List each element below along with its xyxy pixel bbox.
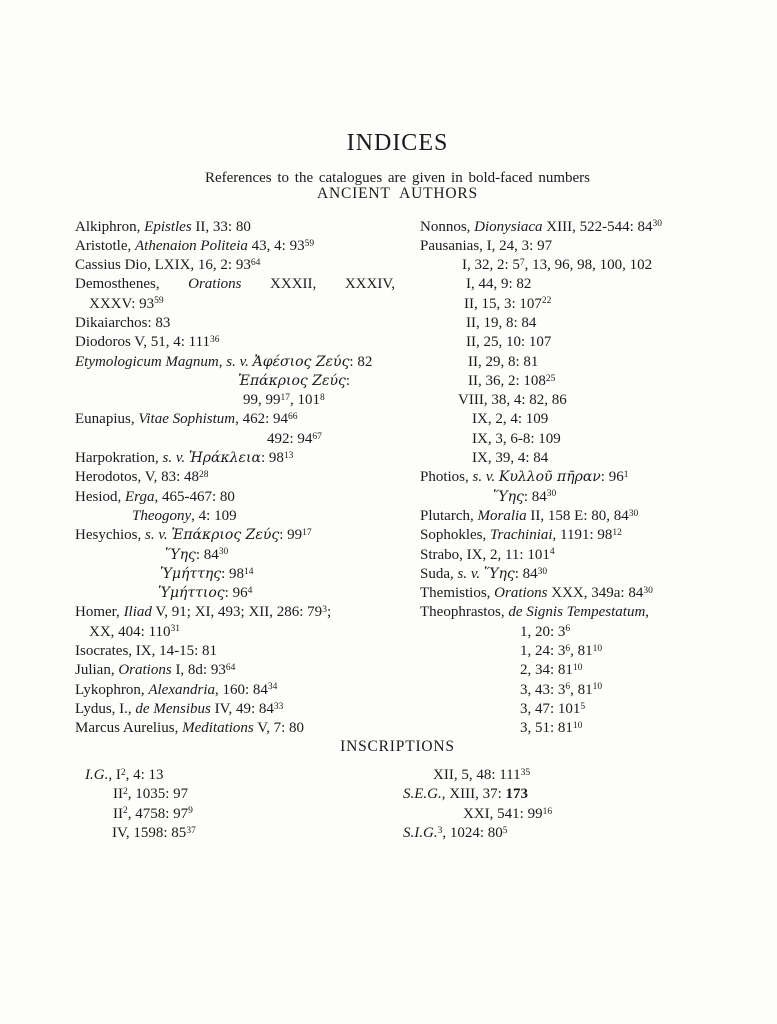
- index-entry-line: [420, 256, 720, 275]
- index-entry-line: [420, 623, 720, 642]
- entry-text: s. v.: [472, 469, 496, 486]
- entry-text: , 1191: 98: [552, 527, 613, 544]
- entry-text: Moralia: [477, 507, 527, 524]
- entry-text: , 4: 109: [191, 507, 237, 524]
- entry-text: 30: [652, 219, 662, 230]
- entry-text: , 1024: 80: [442, 825, 503, 842]
- entry-text: , XIII, 37:: [441, 786, 506, 803]
- entry-text: 10: [592, 682, 603, 693]
- ancient-authors-left-column: [75, 218, 395, 739]
- greek-text: Ὕης: [165, 546, 196, 563]
- entry-text: IX, 3, 6-8: 109: [472, 430, 561, 447]
- entry-text: II, 36, 2: 108: [468, 372, 546, 389]
- entry-text: :: [345, 372, 350, 389]
- index-entry-line: [75, 295, 395, 314]
- index-entry-line: [420, 237, 720, 256]
- entry-text: Theophrastos,: [420, 604, 509, 621]
- index-entry-line: [75, 719, 395, 738]
- entry-text: Hesiod,: [75, 488, 125, 505]
- greek-text: Ἡράκλεια: [188, 450, 261, 467]
- entry-text: Suda,: [420, 565, 458, 582]
- entry-text: 31: [170, 624, 181, 635]
- inscriptions-columns: [75, 766, 720, 844]
- index-entry-line: [420, 603, 720, 622]
- entry-text: ,: [218, 353, 227, 370]
- entry-text: 3, 43: 3: [520, 681, 566, 698]
- entry-text: , 160: 84: [215, 681, 268, 698]
- entry-text: ;: [326, 604, 332, 621]
- entry-text: : 98: [221, 565, 245, 582]
- index-entry-line: [75, 700, 395, 719]
- entry-text: Diodoros V, 51, 4: 111: [75, 334, 211, 351]
- greek-text: Ὑμήττιος: [158, 585, 225, 602]
- entry-text: 173: [505, 786, 528, 803]
- index-entry-line: [75, 275, 395, 294]
- entry-text: Erga: [125, 488, 155, 505]
- entry-text: IX, 2, 4: 109: [472, 411, 549, 428]
- greek-text: Ὕης: [483, 565, 515, 582]
- entry-text: I.G.: [85, 767, 109, 784]
- index-entry-line: [85, 785, 395, 804]
- entry-text: 2: [120, 767, 126, 778]
- entry-text: , 462: 94: [235, 411, 289, 428]
- index-entry-line: [75, 603, 395, 622]
- entry-text: XIII, 522-544: 84: [542, 218, 653, 235]
- entry-text: : 84: [523, 488, 547, 505]
- entry-text: Nonnos,: [420, 218, 475, 235]
- entry-text: Lydus, I.,: [75, 700, 136, 717]
- index-entry-line: [403, 824, 720, 843]
- index-entry-line: [420, 661, 720, 680]
- entry-text: II: [113, 786, 123, 803]
- entry-text: IX, 39, 4: 84: [472, 450, 549, 467]
- entry-text: : 96: [600, 469, 624, 486]
- entry-text: 9: [188, 806, 193, 817]
- entry-text: Isocrates, IX, 14-15: 81: [75, 643, 218, 660]
- entry-text: Vitae Sophistum: [138, 411, 236, 428]
- index-entry-line: [420, 719, 720, 738]
- entry-text: 3, 47: 101: [520, 700, 581, 717]
- entry-text: : 99: [279, 527, 303, 544]
- ancient-authors-right-column: [420, 218, 720, 739]
- page-title: INDICES: [346, 130, 449, 156]
- entry-text: Julian,: [75, 662, 119, 679]
- entry-text: 2: [123, 787, 128, 798]
- entry-text: II, 15, 3: 107: [464, 295, 542, 312]
- entry-text: 4: [549, 547, 555, 558]
- entry-text: 59: [304, 238, 315, 249]
- entry-text: 6: [565, 682, 571, 693]
- entry-text: XX, 404: 110: [89, 623, 171, 640]
- greek-text: Ἐπάκριος Ζεύς: [238, 372, 346, 389]
- entry-text: 14: [244, 566, 254, 577]
- entry-text: Epistles: [144, 218, 192, 235]
- entry-text: 13: [283, 450, 294, 461]
- entry-text: 17: [280, 392, 290, 403]
- section-heading-ancient-authors: ANCIENT AUTHORS: [317, 185, 478, 202]
- index-entry-line: [420, 488, 720, 507]
- index-entry-line: [85, 805, 395, 824]
- entry-text: 30: [546, 489, 557, 500]
- entry-text: 3: [437, 825, 443, 836]
- entry-text: ,: [645, 604, 650, 621]
- index-entry-line: [75, 661, 395, 680]
- entry-text: 492: 94: [267, 430, 313, 447]
- entry-text: Harpokration,: [75, 450, 163, 467]
- index-entry-line: [420, 700, 720, 719]
- entry-text: , 81: [570, 681, 593, 698]
- entry-text: S.I.G.: [403, 825, 438, 842]
- ancient-authors-columns: [75, 218, 720, 739]
- entry-text: de Mensibus: [135, 700, 211, 717]
- index-entry-line: [75, 449, 395, 468]
- entry-text: Pausanias, I, 24, 3: 97: [420, 237, 553, 254]
- entry-text: Iliad: [123, 604, 152, 621]
- entry-text: Sophokles,: [420, 527, 491, 544]
- subtitle: References to the catalogues are given in bold-faced numbers: [204, 170, 590, 186]
- entry-text: s. v.: [145, 527, 168, 544]
- index-entry-line: [403, 785, 720, 804]
- entry-text: 10: [572, 720, 583, 731]
- index-entry-line: [420, 391, 720, 410]
- entry-text: 34: [267, 682, 278, 693]
- entry-text: Hesychios,: [75, 527, 145, 544]
- entry-text: 25: [545, 373, 556, 384]
- index-entry-line: [420, 526, 720, 545]
- entry-text: IV, 1598: 85: [112, 824, 187, 841]
- entry-text: 12: [612, 527, 622, 538]
- entry-text: Meditations: [182, 720, 254, 737]
- entry-text: , 13, 96, 98, 100, 102: [524, 257, 653, 274]
- entry-text: Aristotle,: [75, 237, 135, 254]
- entry-text: Themistios,: [420, 585, 495, 602]
- entry-text: , 4: 13: [125, 767, 164, 784]
- entry-text: Photios,: [420, 469, 473, 486]
- entry-text: Alexandria: [148, 681, 215, 698]
- entry-text: 30: [643, 585, 653, 596]
- entry-text: 30: [218, 547, 229, 558]
- entry-text: XXI, 541: 99: [463, 805, 543, 822]
- entry-text: , I: [108, 767, 121, 784]
- entry-text: 3, 51: 81: [520, 720, 573, 737]
- index-entry-line: [75, 546, 395, 565]
- index-entry-line: [420, 468, 720, 487]
- entry-text: , 4758: 97: [127, 805, 189, 822]
- entry-text: 5: [580, 701, 586, 712]
- entry-text: Cassius Dio, LXIX, 16, 2: 93: [75, 257, 251, 274]
- entry-text: 16: [542, 806, 553, 817]
- entry-text: I, 8d: 93: [171, 662, 226, 679]
- entry-text: Etymologicum Magnum: [75, 353, 219, 370]
- entry-text: 10: [592, 643, 603, 654]
- entry-text: 66: [288, 412, 298, 423]
- index-entry-line: [420, 353, 720, 372]
- entry-text: 1, 20: 3: [520, 623, 566, 640]
- entry-text: 37: [186, 825, 196, 836]
- entry-text: 43, 4: 93: [247, 237, 305, 254]
- entry-text: 35: [520, 767, 531, 778]
- index-entry-line: [420, 218, 720, 237]
- entry-text: de Signis Tempestatum: [508, 604, 646, 621]
- index-entry-line: [420, 430, 720, 449]
- index-entry-line: [75, 488, 395, 507]
- entry-text: 10: [572, 663, 583, 674]
- entry-text: Theogony: [132, 507, 192, 524]
- index-entry-line: [75, 507, 395, 526]
- entry-text: Dikaiarchos: 83: [75, 314, 171, 331]
- index-entry-line: [75, 314, 395, 333]
- entry-text: S.E.G.: [403, 786, 442, 803]
- greek-text: Ἐπάκριος Ζεύς: [171, 527, 280, 544]
- entry-text: Alkiphron,: [75, 218, 145, 235]
- entry-text: 6: [565, 643, 571, 654]
- entry-text: , 101: [290, 392, 320, 409]
- index-entry-line: [75, 584, 395, 603]
- index-entry-line: [420, 372, 720, 391]
- index-entry-line: [75, 526, 395, 545]
- entry-text: , 81: [570, 643, 593, 660]
- entry-text: 64: [250, 257, 261, 268]
- entry-text: IV, 49: 84: [210, 700, 274, 717]
- index-entry-line: [75, 218, 395, 237]
- entry-text: 4: [247, 585, 253, 596]
- entry-text: V, 91; XI, 493; XII, 286: 79: [151, 604, 323, 621]
- greek-text: Ὑμήττης: [160, 565, 222, 582]
- index-entry-line: [75, 391, 395, 410]
- index-entry-line: [420, 546, 720, 565]
- entry-text: Orations: [188, 276, 242, 293]
- entry-text: s. v.: [162, 450, 186, 467]
- index-entry-line: [420, 314, 720, 333]
- index-entry-line: [420, 681, 720, 700]
- entry-text: II, 29, 8: 81: [468, 353, 539, 370]
- page-content: [75, 131, 720, 844]
- entry-text: 99, 99: [243, 392, 281, 409]
- entry-text: : 82: [349, 353, 373, 370]
- entry-text: 1: [623, 470, 629, 481]
- entry-text: Demosthenes,: [75, 276, 189, 293]
- index-entry-line: [75, 642, 395, 661]
- entry-text: , 465-467: 80: [154, 488, 235, 505]
- index-entry-line: [75, 468, 395, 487]
- entry-text: : 84: [514, 565, 538, 582]
- entry-text: 30: [537, 566, 548, 577]
- entry-text: 28: [199, 470, 209, 481]
- section-heading-inscriptions: INSCRIPTIONS: [340, 737, 455, 755]
- entry-text: 6: [565, 624, 571, 635]
- entry-text: II: [113, 805, 123, 822]
- index-entry-line: [420, 642, 720, 661]
- entry-text: : 98: [260, 450, 284, 467]
- index-entry-line: [75, 353, 395, 372]
- index-entry-line: [420, 295, 720, 314]
- entry-text: 22: [541, 296, 552, 307]
- entry-text: I, 44, 9: 82: [466, 276, 532, 293]
- index-entry-line: [420, 507, 720, 526]
- entry-text: : 96: [224, 585, 248, 602]
- index-entry-line: [75, 333, 395, 352]
- entry-text: XXXV: 93: [89, 295, 155, 312]
- greek-text: Ὕης: [493, 488, 524, 505]
- index-entry-line: [75, 430, 395, 449]
- inscriptions-right-column: [403, 766, 720, 844]
- entry-text: s. v.: [457, 565, 481, 582]
- entry-text: Marcus Aurelius,: [75, 720, 183, 737]
- entry-text: : 84: [195, 546, 219, 563]
- index-entry-line: [75, 256, 395, 275]
- entry-text: 30: [628, 508, 639, 519]
- entry-text: 3: [322, 605, 327, 616]
- entry-text: XII, 5, 48: 111: [433, 767, 521, 784]
- entry-text: II, 158 E: 80, 84: [526, 507, 629, 524]
- index-entry-line: [403, 805, 720, 824]
- entry-text: Dionysiaca: [474, 218, 543, 235]
- index-entry-line: [75, 623, 395, 642]
- inscriptions-left-column: [75, 766, 395, 843]
- index-entry-line: [420, 275, 720, 294]
- entry-text: 2: [123, 806, 128, 817]
- entry-text: 2, 34: 81: [520, 662, 573, 679]
- entry-text: s. v.: [226, 353, 249, 370]
- index-entry-line: [420, 333, 720, 352]
- entry-text: 33: [273, 701, 284, 712]
- index-entry-line: [420, 410, 720, 429]
- entry-text: 64: [225, 663, 236, 674]
- entry-text: Herodotos, V, 83: 48: [75, 469, 200, 486]
- index-entry-line: [420, 584, 720, 603]
- entry-text: II, 33: 80: [191, 218, 251, 235]
- entry-text: XXXII, XXXIV,: [241, 276, 395, 293]
- index-entry-line: [85, 824, 395, 843]
- entry-text: Orations: [118, 662, 172, 679]
- entry-text: Strabo, IX, 2, 11: 101: [420, 546, 550, 563]
- entry-text: Eunapius,: [75, 411, 139, 428]
- entry-text: 7: [519, 257, 525, 268]
- entry-text: Orations: [494, 585, 548, 602]
- index-entry-line: [75, 372, 395, 391]
- greek-text: Ἀφέσιος Ζεύς: [252, 353, 350, 370]
- entry-text: 59: [154, 296, 164, 307]
- entry-text: XXX, 349a: 84: [547, 585, 644, 602]
- index-entry-line: [420, 565, 720, 584]
- entry-text: V, 7: 80: [253, 720, 305, 737]
- entry-text: II, 19, 8: 84: [466, 314, 537, 331]
- index-entry-line: [403, 766, 720, 785]
- entry-text: Athenaion Politeia: [135, 237, 248, 254]
- entry-text: 36: [210, 335, 220, 346]
- index-entry-line: [75, 237, 395, 256]
- entry-text: 1, 24: 3: [520, 643, 566, 660]
- entry-text: Homer,: [75, 604, 124, 621]
- index-entry-line: [75, 410, 395, 429]
- entry-text: Trachiniai: [490, 527, 553, 544]
- entry-text: 5: [502, 825, 508, 836]
- entry-text: Plutarch,: [420, 507, 478, 524]
- entry-text: 17: [302, 527, 312, 538]
- index-entry-line: [75, 681, 395, 700]
- entry-text: I, 32, 2: 5: [462, 257, 520, 274]
- entry-text: VIII, 38, 4: 82, 86: [458, 392, 567, 409]
- entry-text: , 1035: 97: [127, 786, 189, 803]
- index-entry-line: [75, 565, 395, 584]
- greek-text: Κυλλοῦ πῆραν: [498, 469, 601, 486]
- index-entry-line: [85, 766, 395, 785]
- index-entry-line: [420, 449, 720, 468]
- entry-text: Lykophron,: [75, 681, 149, 698]
- entry-text: II, 25, 10: 107: [466, 334, 552, 351]
- entry-text: 8: [320, 392, 325, 403]
- entry-text: 67: [312, 431, 322, 442]
